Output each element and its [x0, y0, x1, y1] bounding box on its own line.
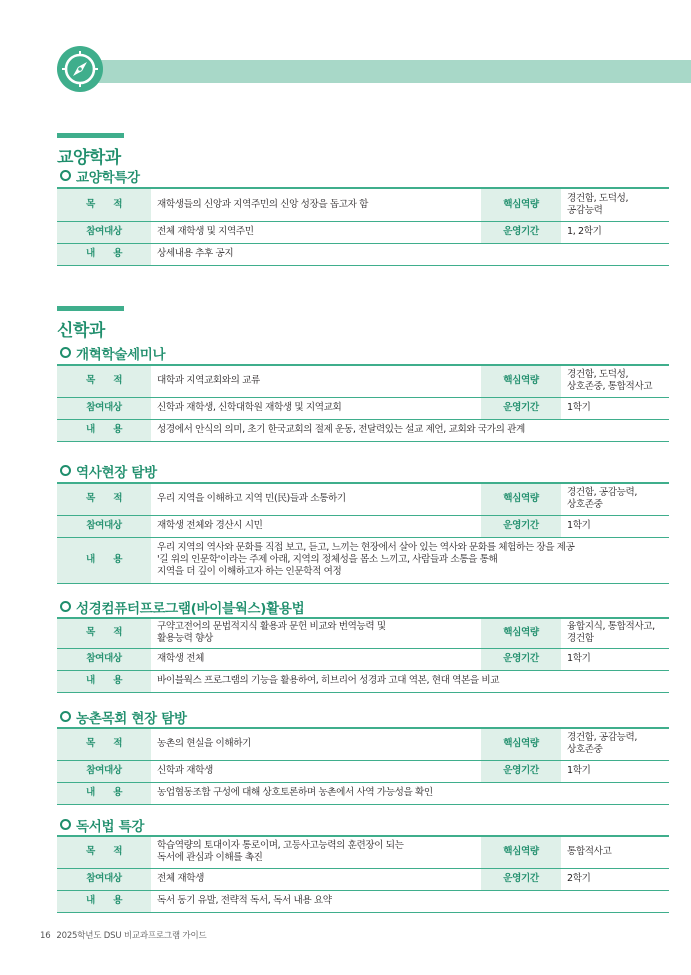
period-value: 2학기: [561, 868, 669, 890]
circle-bullet-icon: [60, 465, 71, 476]
competency-value: 융합지식, 통합적사고, 경건함: [561, 618, 669, 648]
competency-label: 핵심역량: [481, 728, 561, 760]
table-row: [57, 648, 669, 670]
section-title: 성경컴퓨터프로그램(바이블웍스)활용법: [60, 597, 304, 617]
competency-label: 핵심역량: [481, 483, 561, 515]
purpose-value: 우리 지역을 이해하고 지역 민(民)들과 소통하기: [151, 483, 481, 515]
participants-value: 신학과 재학생, 신학대학원 재학생 및 지역교회: [151, 397, 481, 419]
competency-value: 경건함, 도덕성, 상호존중, 통합적사고: [561, 365, 669, 397]
table-row: [57, 483, 669, 515]
table-row: [57, 243, 669, 265]
circle-bullet-icon: [60, 347, 71, 358]
content-value: 농업협동조합 구성에 대해 상호토론하며 농촌에서 사역 가능성을 확인: [151, 782, 669, 804]
participants-label: 참여대상: [57, 868, 151, 890]
purpose-label: 목 적: [57, 836, 151, 868]
period-label: 운영기간: [481, 760, 561, 782]
content-label: 내 용: [57, 890, 151, 912]
competency-label: 핵심역량: [481, 188, 561, 221]
page-number: 16: [40, 931, 51, 941]
table-row: [57, 670, 669, 692]
program-table: [57, 727, 669, 805]
table-row: [57, 221, 669, 243]
competency-value: 경건함, 공감능력, 상호존중: [561, 483, 669, 515]
content-label: 내 용: [57, 782, 151, 804]
content-value: 독서 동기 유발, 전략적 독서, 독서 내용 요약: [151, 890, 669, 912]
period-value: 1학기: [561, 397, 669, 419]
period-label: 운영기간: [481, 868, 561, 890]
department-rule: [57, 306, 124, 311]
department-title: 신학과: [57, 321, 105, 341]
compass-icon: [57, 46, 103, 92]
table-row: [57, 537, 669, 583]
period-value: 1학기: [561, 648, 669, 670]
purpose-label: 목 적: [57, 365, 151, 397]
section-title: 교양학특강: [60, 166, 140, 186]
content-value: 우리 지역의 역사와 문화를 직접 보고, 듣고, 느끼는 현장에서 살아 있는 역사와 문화를 체험하는 장을 제공 '길 위의 인문학'이라는 주제 아래, 지역의 정체성을 몸소 느끼고, 사람들과 소통을 통해 지역을 더 깊이 이해하고자 하는 인문학적 여정: [151, 537, 669, 583]
period-label: 운영기간: [481, 397, 561, 419]
period-label: 운영기간: [481, 515, 561, 537]
program-table: [57, 482, 669, 584]
footer-text: 2025학년도 DSU 비교과프로그램 가이드: [56, 931, 207, 941]
period-value: 1학기: [561, 760, 669, 782]
content-value: 성경에서 안식의 의미, 초기 한국교회의 절제 운동, 전달력있는 설교 제언, 교회와 국가의 관계: [151, 419, 669, 441]
table-row: [57, 365, 669, 397]
content-value: 상세내용 추후 공지: [151, 243, 669, 265]
period-label: 운영기간: [481, 221, 561, 243]
period-value: 1학기: [561, 515, 669, 537]
circle-bullet-icon: [60, 601, 71, 612]
circle-bullet-icon: [60, 170, 71, 181]
table-row: [57, 728, 669, 760]
header-bar: [95, 60, 691, 83]
table-row: [57, 397, 669, 419]
period-label: 운영기간: [481, 648, 561, 670]
program-table: [57, 835, 669, 913]
program-table: [57, 187, 669, 266]
purpose-value: 구약고전어의 문법적지식 활용과 문헌 비교와 번역능력 및 활용능력 향상: [151, 618, 481, 648]
table-row: [57, 836, 669, 868]
program-table: [57, 617, 669, 693]
content-label: 내 용: [57, 243, 151, 265]
competency-label: 핵심역량: [481, 365, 561, 397]
participants-label: 참여대상: [57, 397, 151, 419]
participants-label: 참여대상: [57, 760, 151, 782]
content-label: 내 용: [57, 537, 151, 583]
circle-bullet-icon: [60, 819, 71, 830]
content-value: 바이블웍스 프로그램의 기능을 활용하여, 히브리어 성경과 고대 역본, 현대 역본을 비교: [151, 670, 669, 692]
purpose-label: 목 적: [57, 618, 151, 648]
section-title: 농촌목회 현장 탐방: [60, 707, 187, 727]
competency-label: 핵심역량: [481, 836, 561, 868]
table-row: [57, 782, 669, 804]
table-row: [57, 515, 669, 537]
competency-value: 경건함, 공감능력, 상호존중: [561, 728, 669, 760]
table-row: [57, 760, 669, 782]
purpose-label: 목 적: [57, 188, 151, 221]
competency-label: 핵심역량: [481, 618, 561, 648]
period-value: 1, 2학기: [561, 221, 669, 243]
table-row: [57, 419, 669, 441]
participants-value: 신학과 재학생: [151, 760, 481, 782]
content-label: 내 용: [57, 419, 151, 441]
page-footer: [40, 929, 206, 941]
purpose-value: 농촌의 현실을 이해하기: [151, 728, 481, 760]
competency-value: 경건함, 도덕성, 공감능력: [561, 188, 669, 221]
table-row: [57, 868, 669, 890]
table-row: [57, 618, 669, 648]
competency-value: 통합적사고: [561, 836, 669, 868]
participants-label: 참여대상: [57, 648, 151, 670]
department-title: 교양학과: [57, 148, 121, 168]
section-title: 역사현장 탐방: [60, 461, 157, 481]
participants-label: 참여대상: [57, 515, 151, 537]
section-title: 개혁학술세미나: [60, 343, 165, 363]
purpose-value: 재학생들의 신앙과 지역주민의 신앙 성장을 돕고자 함: [151, 188, 481, 221]
purpose-value: 대학과 지역교회와의 교류: [151, 365, 481, 397]
purpose-label: 목 적: [57, 728, 151, 760]
purpose-value: 학습역량의 토대이자 통로이며, 고등사고능력의 훈련장이 되는 독서에 관심과 이해를 촉진: [151, 836, 481, 868]
content-label: 내 용: [57, 670, 151, 692]
section-title: 독서법 특강: [60, 815, 144, 835]
circle-bullet-icon: [60, 711, 71, 722]
participants-value: 재학생 전체: [151, 648, 481, 670]
participants-value: 재학생 전체와 경산시 시민: [151, 515, 481, 537]
participants-label: 참여대상: [57, 221, 151, 243]
participants-value: 전체 재학생: [151, 868, 481, 890]
purpose-label: 목 적: [57, 483, 151, 515]
program-table: [57, 364, 669, 442]
participants-value: 전체 재학생 및 지역주민: [151, 221, 481, 243]
table-row: [57, 890, 669, 912]
table-row: [57, 188, 669, 221]
department-rule: [57, 133, 124, 138]
